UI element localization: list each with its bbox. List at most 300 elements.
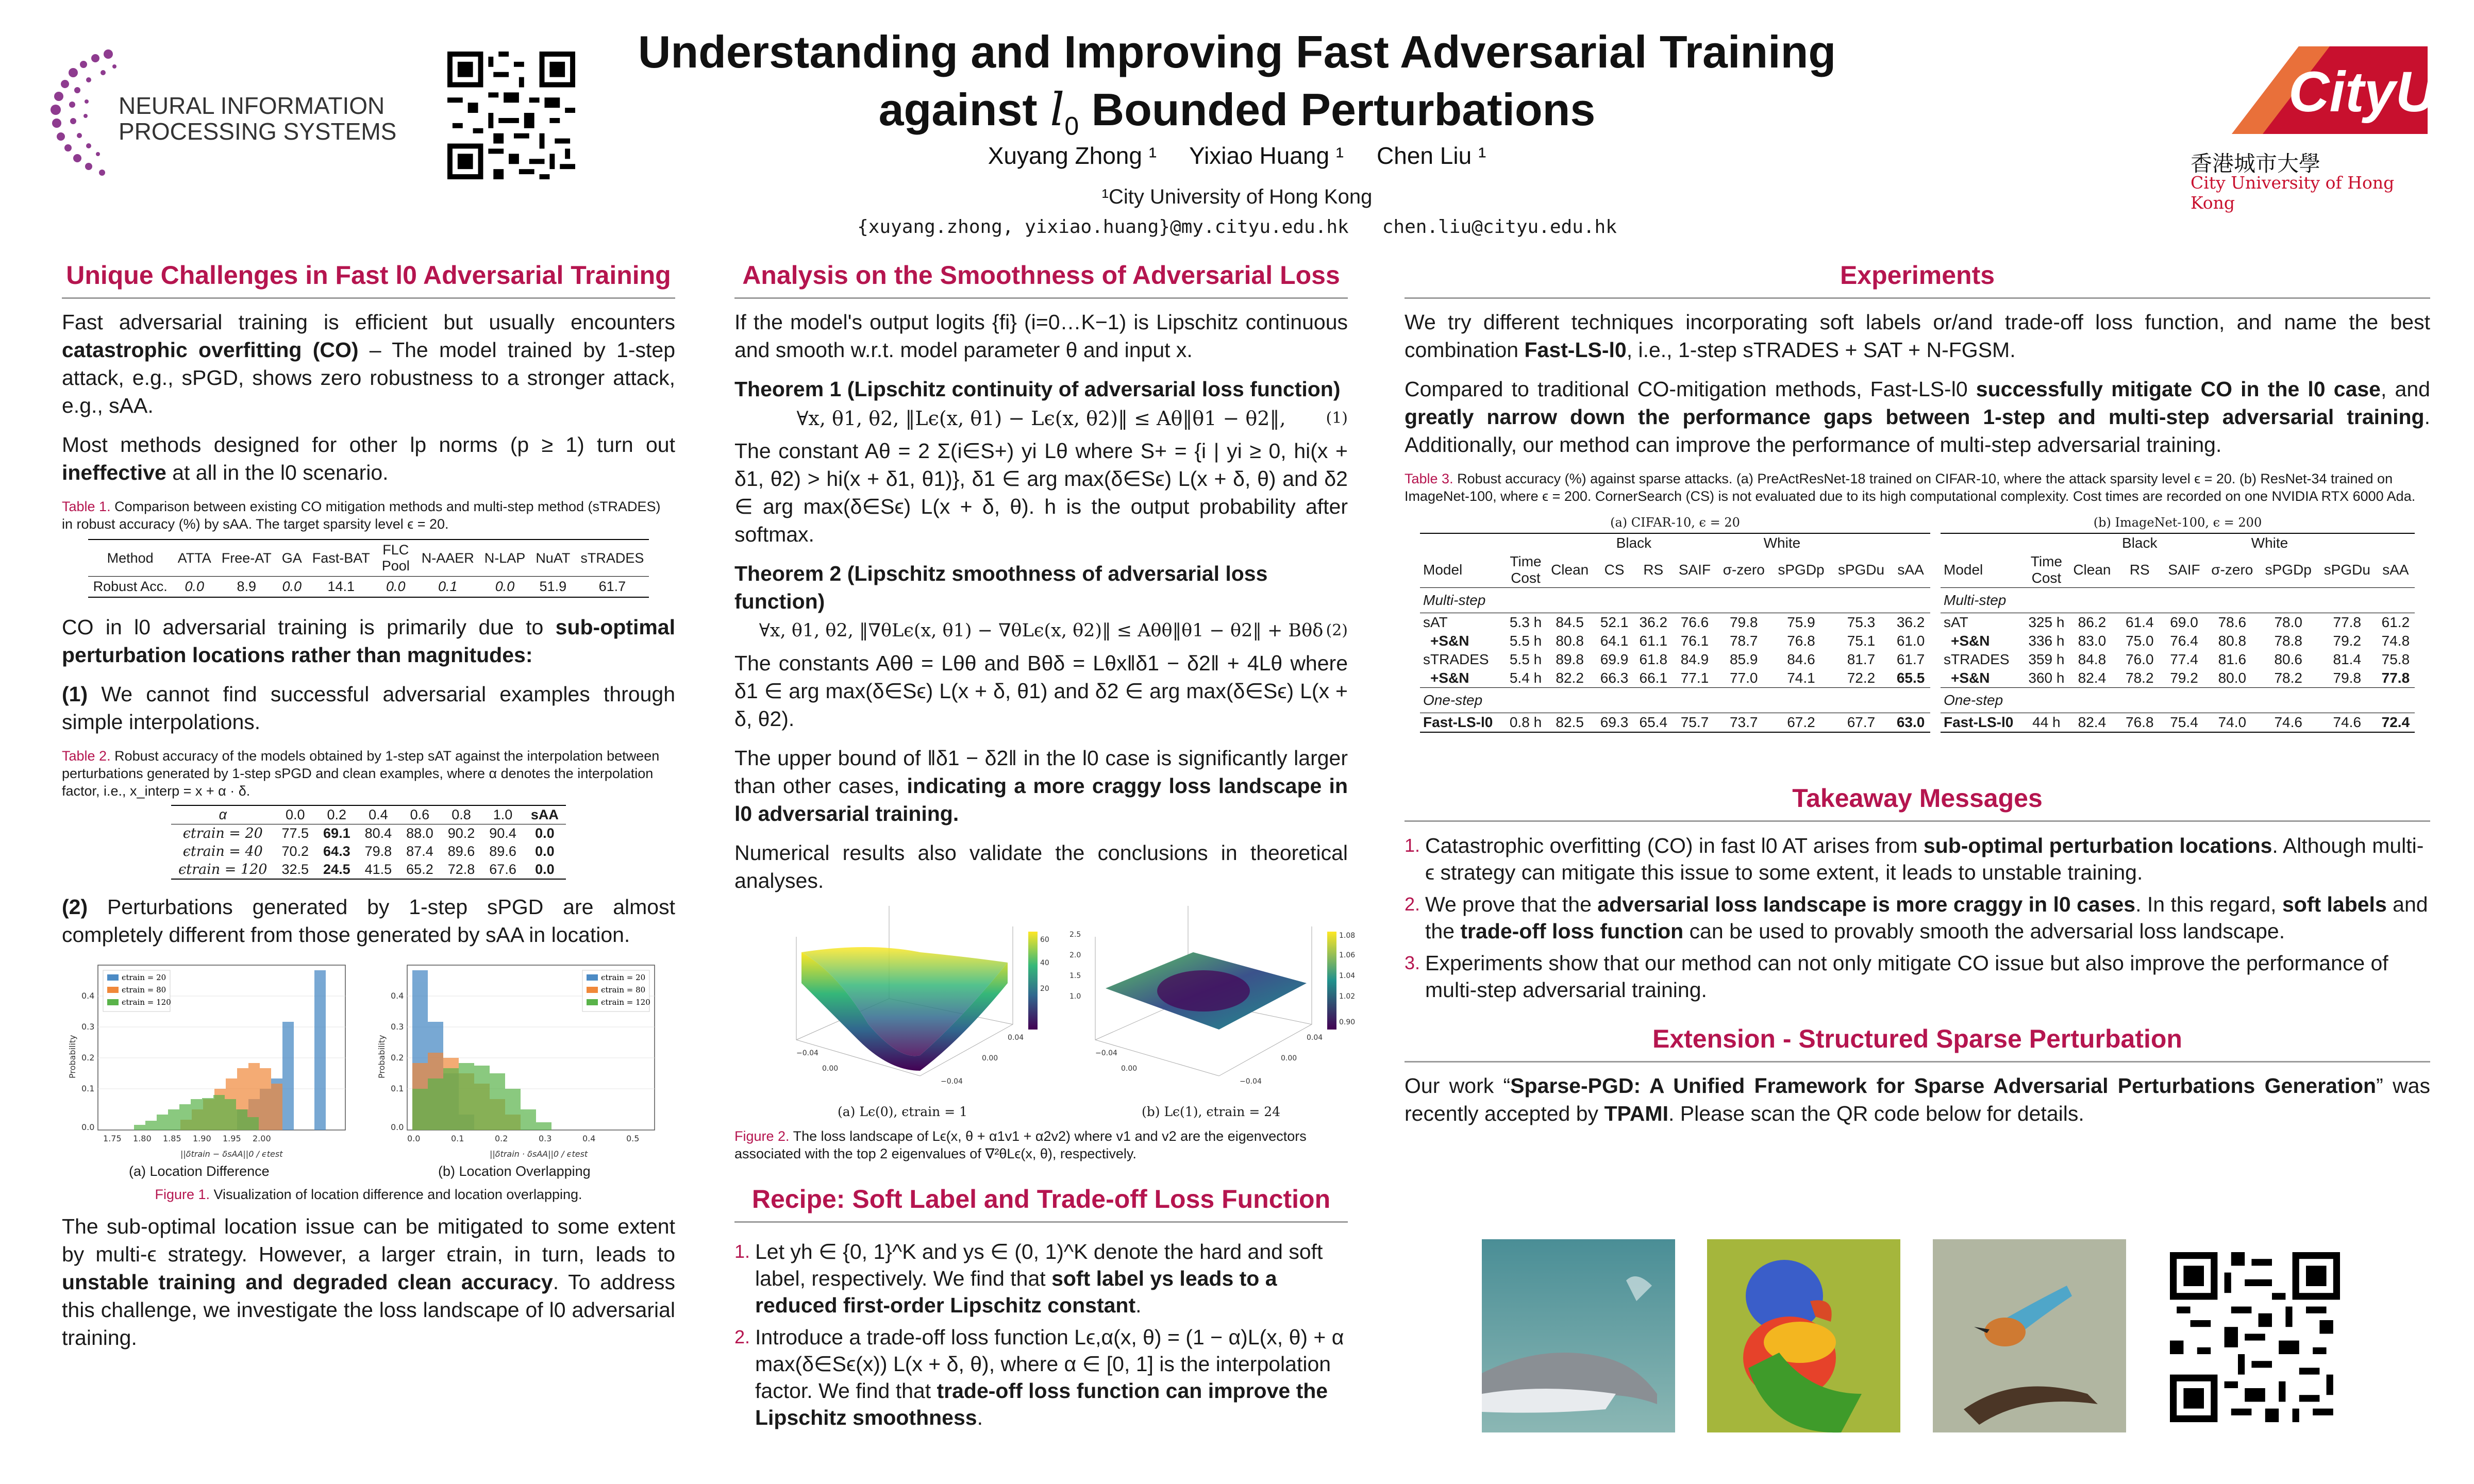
table3a-cell: sTRADES — [1423, 651, 1489, 667]
table3b-cell: 75.0 — [2126, 633, 2154, 649]
affiliation: ¹City University of Hong Kong — [1101, 185, 1373, 208]
table3a-cell: 89.8 — [1556, 651, 1584, 667]
column-2 — [734, 260, 1356, 1436]
table3a-cell: 75.3 — [1847, 614, 1876, 630]
table2-cell: 80.4 — [364, 825, 392, 841]
table1-cell: Robust Acc. — [93, 579, 168, 594]
svg-text:0.5: 0.5 — [626, 1134, 640, 1143]
table2-cell: 65.2 — [406, 862, 433, 877]
section-heading-experiments: Experiments — [1405, 260, 2430, 299]
table3b-cell: Fast-LS-l0 — [1944, 714, 2014, 730]
cityu-logo — [2175, 36, 2443, 213]
table3b-cell: 78.2 — [2274, 670, 2302, 686]
table3a-header: CS — [1604, 562, 1625, 578]
table2-header: sAA — [524, 805, 566, 824]
table2-cell: 70.2 — [281, 844, 309, 859]
table3b-section: One-step — [1944, 692, 2003, 708]
table3a-section: One-step — [1423, 692, 1483, 708]
table3a-cell: 66.1 — [1639, 670, 1668, 686]
table3b-cell: 77.8 — [2333, 614, 2362, 630]
table2-row — [171, 824, 566, 843]
col3-paragraph-2: Compared to traditional CO-mitigation methods, Fast-LS-l0 successfully mitigate CO in the l0 case, and greatly narrow down the performance gaps between 1-step and multi-step adversarial training. Additionally, our method can improve the performance of multi-step adversarial training. — [1405, 377, 2430, 457]
table1-caption: Table 1. Comparison between existing CO mitigation methods and multi-step method (sTRADES) in robust accuracy (%) by sAA. The target sparsity level ϵ = 20. — [62, 499, 661, 532]
table3a-cell: 67.7 — [1847, 714, 1876, 730]
table3b-header-row — [1941, 552, 2415, 588]
fig2b-caption: (b) Lϵ(1), ϵtrain = 24 — [1142, 1104, 1281, 1119]
col3-paragraph-1: We try different techniques incorporating soft labels or/and trade-off loss function, and name the best combination Fast-LS-l0, i.e., 1-step sTRADES + SAT + N-FGSM. — [1405, 310, 2430, 362]
table3a-header: sPGDp — [1778, 562, 1825, 578]
list-item: 1. Let yh ∈ {0, 1}^K and ys ∈ (0, 1)^K denote the hard and soft label, respectively. We find that soft label ys leads to a reduced first-order Lipschitz constant. — [734, 1240, 1323, 1317]
table2-caption: Table 2. Robust accuracy of the models obtained by 1-step sAT against the interpolation between perturbations generated by 1-step sPGD and clean examples, where α denotes the interpolation factor, i.e., x_interp = x + α · δ. — [62, 748, 660, 799]
table3a-cell: 79.8 — [1729, 614, 1758, 630]
table-row — [1420, 650, 1930, 669]
table2-header: 0.4 — [358, 805, 399, 824]
svg-text:0.0: 0.0 — [407, 1134, 421, 1143]
table1-header: Fast-BAT — [307, 539, 375, 577]
section-heading-takeaway: Takeaway Messages — [1405, 783, 2430, 822]
table3b-title: (b) ImageNet-100, ϵ = 200 — [2093, 515, 2262, 530]
table3a-cell: 73.7 — [1729, 714, 1758, 730]
table3a-cell: 76.1 — [1680, 633, 1709, 649]
col2-paragraph-4: The upper bound of ‖δ1 − δ2‖ in the l0 case is significantly larger than other cases, indicating a more craggy loss landscape in l0 adversarial training. — [734, 746, 1348, 825]
table3b-section: Multi-step — [1944, 592, 2007, 608]
table1-header: NuAT — [530, 539, 575, 577]
table2-header: 0.2 — [316, 805, 358, 824]
svg-text:ϵtrain = 120: ϵtrain = 120 — [122, 998, 171, 1007]
figure2-caption: Figure 2. The loss landscape of Lϵ(x, θ + α1v1 + α2v2) where v1 and v2 are the eigenvectors associated with the top 2 eigenvalues of ∇²θLϵ(x, θ), respectively. — [734, 1128, 1307, 1161]
qr-code-icon[interactable] — [447, 52, 575, 179]
table3a-cell: 61.0 — [1896, 633, 1925, 649]
table3b-header: sPGDp — [2265, 562, 2312, 578]
table3b-cell: 77.8 — [2381, 670, 2410, 686]
section-heading-recipe: Recipe: Soft Label and Trade-off Loss Function — [734, 1184, 1348, 1223]
table3a-cell: 75.7 — [1680, 714, 1709, 730]
table3b-header: Time Cost — [2030, 553, 2062, 586]
table3-caption: Table 3. Robust accuracy (%) against sparse attacks. (a) PreActResNet-18 trained on CIFAR-10, where the attack sparsity level ϵ = 20. (b) ResNet-34 trained on ImageNet-100, where ϵ = 200. CornerSearch (CS) is not evaluated due to its high computational complexity. Cost times are recorded on one NVIDIA RTX 6000 Ada. — [1405, 471, 2416, 504]
theorem-2: Theorem 2 (Lipschitz smoothness of adversarial loss function) — [734, 562, 1268, 613]
table3a-grid — [1420, 533, 1930, 733]
table3b-cell: 74.8 — [2381, 633, 2410, 649]
table1-header: Free-AT — [216, 539, 277, 577]
cityu-mark: CityU — [2288, 60, 2437, 124]
table2-cell: 32.5 — [281, 862, 309, 877]
table3a-cell: 5.5 h — [1509, 651, 1542, 667]
svg-text:||δtrain − δsAA||0 / ϵtest: ||δtrain − δsAA||0 / ϵtest — [180, 1149, 283, 1159]
table3b-cell: +S&N — [1951, 633, 1990, 649]
table3b-cell: 81.4 — [2333, 651, 2362, 667]
section-heading-challenges: Unique Challenges in Fast l0 Adversarial Training — [62, 260, 675, 299]
table3a-cell: 66.3 — [1600, 670, 1629, 686]
table3a-cell: 81.7 — [1847, 651, 1876, 667]
table2-cell: ϵtrain = 40 — [182, 844, 263, 859]
table1-cell: 0.1 — [438, 579, 458, 594]
table3b-header: sPGDu — [2323, 562, 2370, 578]
col3-paragraph-3: Our work “Sparse-PGD: A Unified Framework for Sparse Adversarial Perturbations Generation” was recently accepted by TPAMI. Please scan the QR code below for details. — [1405, 1074, 2430, 1125]
table3b-cell: 78.8 — [2274, 633, 2302, 649]
table2-cell: 41.5 — [364, 862, 392, 877]
col1-paragraph-5: (2) Perturbations generated by 1-step sPGD are almost completely different from those generated by sAA in location. — [62, 895, 675, 947]
table-2 — [171, 805, 566, 880]
table2-header: 0.6 — [399, 805, 441, 824]
table3b-cell: +S&N — [1951, 670, 1990, 686]
svg-text:ϵtrain = 80: ϵtrain = 80 — [122, 985, 166, 994]
table-row — [1420, 669, 1930, 688]
table3a-cell: 69.3 — [1600, 714, 1629, 730]
table3a-group-row — [1420, 533, 1930, 552]
table1-cell: 14.1 — [327, 579, 355, 594]
table3a-cell: 80.8 — [1556, 633, 1584, 649]
table3b-cell: 79.2 — [2333, 633, 2362, 649]
table3b-cell: 76.0 — [2126, 651, 2154, 667]
table2-cell: 79.8 — [364, 844, 392, 859]
table3a-header-row — [1420, 552, 1930, 588]
table1-cell: 0.0 — [386, 579, 406, 594]
table3b-cell: 69.0 — [2170, 614, 2198, 630]
table3b-cell: 86.2 — [2078, 614, 2107, 630]
table3a-cell: 76.6 — [1680, 614, 1709, 630]
table3a-cell: 77.1 — [1680, 670, 1709, 686]
table3b-header: sAA — [2382, 562, 2409, 578]
table-1 — [88, 539, 649, 598]
neurips-logo — [46, 44, 397, 193]
table3a-cell: 5.3 h — [1509, 614, 1542, 630]
cityu-english: City University of Hong Kong — [2191, 173, 2395, 213]
svg-text:20: 20 — [1040, 985, 1049, 993]
svg-text:0.00: 0.00 — [822, 1065, 839, 1073]
table3b-cell: 336 h — [2028, 633, 2065, 649]
fig2a-caption: (a) Lϵ(0), ϵtrain = 1 — [838, 1104, 968, 1119]
table3a-header: SAIF — [1678, 562, 1711, 578]
table2-cell: 72.8 — [447, 862, 475, 877]
table3a-cell: 63.0 — [1896, 714, 1925, 730]
svg-text:ϵtrain = 20: ϵtrain = 20 — [122, 973, 166, 982]
table3b-section-row — [1941, 588, 2415, 613]
fig1b-caption: (b) Location Overlapping — [438, 1163, 591, 1179]
table1-header: N-LAP — [479, 539, 531, 577]
table1-header: Method — [88, 539, 173, 577]
col1-paragraph-4: (1) We cannot find successful adversarial examples through simple interpolations. — [62, 682, 675, 734]
svg-text:0.0: 0.0 — [391, 1122, 404, 1132]
table2-cell: 77.5 — [281, 825, 309, 841]
table-row — [1420, 613, 1930, 632]
table3b-cell: 360 h — [2028, 670, 2065, 686]
table3a-cell: 72.2 — [1847, 670, 1876, 686]
svg-text:1.90: 1.90 — [193, 1134, 211, 1143]
table3a-cell: 64.1 — [1600, 633, 1629, 649]
table3b-cell: 78.2 — [2126, 670, 2154, 686]
table3b-cell: 44 h — [2032, 714, 2061, 730]
svg-text:0.4: 0.4 — [391, 991, 404, 1001]
table3a-header: σ-zero — [1723, 562, 1765, 578]
table2-cell: 69.1 — [323, 825, 350, 841]
table3b-cell: 61.4 — [2126, 614, 2154, 630]
table2-cell: ϵtrain = 20 — [182, 825, 263, 841]
table1-header-row — [88, 539, 649, 577]
section-heading-smoothness: Analysis on the Smoothness of Adversarial Loss — [734, 260, 1348, 299]
svg-text:0.1: 0.1 — [81, 1084, 95, 1093]
table3a-cell: 82.2 — [1556, 670, 1584, 686]
table3b-cell: 76.4 — [2170, 633, 2198, 649]
svg-text:0.04: 0.04 — [1008, 1034, 1024, 1042]
table3a-header: sPGDu — [1837, 562, 1885, 578]
svg-text:1.08: 1.08 — [1339, 932, 1356, 940]
col2-paragraph-2: The constant Aθ = 2 Σ(i∈S+) yi Lθ where S+ = {i | yi ≥ 0, hi(x + δ1, θ2) > hi(x + δ1, θ1)}, δ1 ∈ arg max(δ∈Sϵ) L(x + δ, θ) and δ2 ∈ arg max(δ∈Sϵ) L(x + δ, θ). h is the output probability after softmax. — [734, 439, 1348, 546]
table3b-header: RS — [2129, 562, 2150, 578]
emails: {xuyang.zhong, yixiao.huang}@my.cityu.edu.hk chen.liu@cityu.edu.hk — [857, 216, 1617, 238]
col2-paragraph-1: If the model's output logits {fi} (i=0…K−1) is Lipschitz continuous and smooth w.r.t. model parameter θ and input x. — [734, 310, 1348, 362]
table3a-cell: 36.2 — [1896, 614, 1925, 630]
takeaway-list — [1405, 832, 2430, 1003]
table3a-header: sAA — [1897, 562, 1924, 578]
table2-cell: 90.2 — [447, 825, 475, 841]
svg-text:Probability: Probability — [377, 1035, 387, 1078]
svg-text:1.5: 1.5 — [1069, 972, 1081, 980]
table3b-cell: 77.4 — [2170, 651, 2198, 667]
table3b-group-row — [1941, 533, 2415, 552]
table-3 — [1405, 515, 2430, 783]
table2-header: 1.0 — [482, 805, 524, 824]
loss-landscape-surface-b — [1064, 906, 1356, 1102]
bird-image — [1933, 1239, 2126, 1432]
table-row — [1941, 650, 2415, 669]
table-row — [1941, 632, 2415, 650]
table1-cell: 0.0 — [185, 579, 204, 594]
table2-cell: 87.4 — [406, 844, 433, 859]
table2-cell: 0.0 — [535, 844, 555, 859]
col1-paragraph-6: The sub-optimal location issue can be mitigated to some extent by multi-ϵ strategy. However, a larger ϵtrain, in turn, leads to unstable training and degraded clean accuracy. To address this challenge, we investigate the loss landscape of l0 adversarial training. — [62, 1215, 675, 1350]
table3a-header: Clean — [1551, 562, 1589, 578]
svg-text:2.0: 2.0 — [1069, 951, 1081, 959]
svg-text:0.2: 0.2 — [391, 1053, 404, 1063]
table3a — [1420, 515, 1930, 733]
table2-cell: 64.3 — [323, 844, 350, 859]
svg-text:0.4: 0.4 — [582, 1134, 596, 1143]
svg-text:1.04: 1.04 — [1339, 972, 1356, 980]
table-row — [1420, 632, 1930, 650]
list-item: 2. We prove that the adversarial loss landscape is more craggy in l0 cases. In this regard, soft labels and the trade-off loss function can be used to provably smooth the adversarial loss landscape. — [1405, 892, 2428, 943]
table3b-cell: sAT — [1944, 614, 1968, 630]
table3a-cell: 69.9 — [1600, 651, 1629, 667]
table3b-cell: 74.6 — [2333, 714, 2362, 730]
table3a-cell: 84.5 — [1556, 614, 1584, 630]
table3a-cell: 0.8 h — [1509, 714, 1542, 730]
table3a-cell: 61.8 — [1639, 651, 1668, 667]
table3a-cell: 67.2 — [1787, 714, 1815, 730]
table2-cell: 89.6 — [489, 844, 516, 859]
title-line-1: Understanding and Improving Fast Adversarial Training — [638, 26, 1836, 77]
sparse-pgd-qr-code-icon[interactable] — [2170, 1252, 2340, 1422]
table3a-cell: 76.8 — [1787, 633, 1815, 649]
table3b-cell: 74.6 — [2274, 714, 2302, 730]
table2-cell: 0.0 — [535, 825, 555, 841]
table3b-cell: 76.8 — [2126, 714, 2154, 730]
table1-header: FLC Pool — [375, 539, 416, 577]
table3a-cell: 75.1 — [1847, 633, 1876, 649]
svg-text:1.02: 1.02 — [1339, 992, 1356, 1001]
table3a-cell: 61.1 — [1639, 633, 1668, 649]
table3b-cell: 81.6 — [2218, 651, 2247, 667]
table3a-section-row — [1420, 688, 1930, 713]
authors: Xuyang Zhong ¹ Yixiao Huang ¹ Chen Liu ¹ — [988, 142, 1486, 169]
table3b-group-black: Black — [2122, 535, 2158, 551]
table3a-cell: 65.5 — [1896, 670, 1925, 686]
table3b-header: Clean — [2073, 562, 2111, 578]
table3b-cell: 84.8 — [2078, 651, 2107, 667]
table1-cell: 0.0 — [495, 579, 515, 594]
table3a-header: Model — [1423, 562, 1463, 578]
table3a-header: RS — [1643, 562, 1664, 578]
table2-cell: 67.6 — [489, 862, 516, 877]
svg-text:1.85: 1.85 — [163, 1134, 181, 1143]
title-line-2: against $l_0$ Bounded Perturbations — [878, 83, 1596, 141]
table3b — [1941, 515, 2415, 733]
table3b-grid — [1941, 533, 2415, 733]
svg-text:40: 40 — [1040, 959, 1049, 967]
svg-text:−0.04: −0.04 — [796, 1049, 818, 1057]
figure-2 — [734, 906, 1356, 1163]
svg-text:0.90: 0.90 — [1339, 1018, 1356, 1026]
table-row — [1420, 713, 1930, 733]
svg-text:0.1: 0.1 — [451, 1134, 464, 1143]
table3b-cell: 75.4 — [2170, 714, 2198, 730]
svg-text:1.80: 1.80 — [133, 1134, 152, 1143]
table2-cell: 0.0 — [535, 862, 555, 877]
table2-header-row — [171, 805, 566, 824]
table3b-cell: 61.2 — [2381, 614, 2410, 630]
table2-cell: 89.6 — [447, 844, 475, 859]
parrot-image — [1707, 1239, 1900, 1432]
table3a-group-white: White — [1763, 535, 1801, 551]
table2-cell: ϵtrain = 120 — [178, 862, 268, 878]
svg-text:||δtrain · δsAA||0 / ϵtest: ||δtrain · δsAA||0 / ϵtest — [490, 1149, 588, 1159]
svg-text:0.00: 0.00 — [982, 1054, 998, 1063]
table3b-cell: 82.4 — [2078, 714, 2107, 730]
svg-text:ϵtrain = 120: ϵtrain = 120 — [601, 998, 650, 1007]
col1-paragraph-2: Most methods designed for other lp norms (p ≥ 1) turn out ineffective at all in the l0 scenario. — [62, 433, 675, 484]
svg-text:ϵtrain = 20: ϵtrain = 20 — [601, 973, 646, 982]
shark-image — [1482, 1239, 1675, 1432]
table1-header: N-AAER — [416, 539, 479, 577]
table3a-cell: 5.5 h — [1509, 633, 1542, 649]
table3a-cell: Fast-LS-l0 — [1423, 714, 1493, 730]
list-item: 1. Catastrophic overfitting (CO) in fast l0 AT arises from sub-optimal perturbation locations. Although multi-ϵ strategy can mitigate this issue to some extent, it leads to unstable training. — [1405, 834, 2424, 884]
table3a-cell: 75.9 — [1787, 614, 1815, 630]
table3a-cell: 78.7 — [1729, 633, 1758, 649]
table3b-cell: 80.0 — [2218, 670, 2247, 686]
svg-text:0.04: 0.04 — [1307, 1034, 1323, 1042]
table2-header: α — [171, 805, 274, 824]
svg-text:60: 60 — [1040, 936, 1049, 944]
table-row — [1941, 669, 2415, 688]
table3a-cell: 84.9 — [1680, 651, 1709, 667]
table3b-cell: sTRADES — [1944, 651, 2010, 667]
table2-cell: 88.0 — [406, 825, 433, 841]
fig1a-caption: (a) Location Difference — [129, 1163, 270, 1179]
table2-cell: 90.4 — [489, 825, 516, 841]
table1-cell: 51.9 — [539, 579, 567, 594]
svg-text:1.0: 1.0 — [1069, 992, 1081, 1001]
equation-2: ∀x, θ1, θ2, ‖∇θLϵ(x, θ1) − ∇θLϵ(x, θ2)‖ ≤ Aθθ‖θ1 − θ2‖ + Bθδ (2) — [759, 620, 1348, 641]
section-heading-extension: Extension - Structured Sparse Perturbation — [1405, 1024, 2430, 1063]
table2-header: 0.0 — [274, 805, 316, 824]
table1-header: sTRADES — [575, 539, 649, 577]
table3a-cell: 5.4 h — [1509, 670, 1542, 686]
svg-text:0.1: 0.1 — [391, 1084, 404, 1093]
location-difference-histogram — [67, 960, 356, 1161]
location-overlapping-histogram — [376, 960, 665, 1161]
svg-text:0.3: 0.3 — [81, 1022, 95, 1032]
poster-title — [593, 23, 1881, 155]
table3a-section-row — [1420, 588, 1930, 613]
col1-paragraph-1: Fast adversarial training is efficient but usually encounters catastrophic overfitting (CO) – The model trained by 1-step attack, e.g., sPGD, shows zero robustness to a stronger attack, e.g., sAA. — [62, 310, 675, 417]
table3b-section-row — [1941, 688, 2415, 713]
table3a-header: Time Cost — [1510, 553, 1542, 586]
svg-text:0.3: 0.3 — [391, 1022, 404, 1032]
table3a-cell: +S&N — [1430, 670, 1469, 686]
table2-header: 0.8 — [441, 805, 482, 824]
table1-header: GA — [277, 539, 307, 577]
table3b-cell: 83.0 — [2078, 633, 2107, 649]
equation-1: ∀x, θ1, θ2, ‖Lϵ(x, θ1) − Lϵ(x, θ2)‖ ≤ Aθ‖θ1 − θ2‖, (1) — [796, 407, 1348, 430]
svg-text:Probability: Probability — [68, 1035, 77, 1078]
table1-cell: 8.9 — [237, 579, 256, 594]
table3a-cell: +S&N — [1430, 633, 1469, 649]
neurips-line1: NEURAL INFORMATION — [119, 92, 385, 119]
table1-cell: 0.0 — [282, 579, 302, 594]
svg-text:0.0: 0.0 — [81, 1122, 95, 1132]
svg-text:1.75: 1.75 — [103, 1134, 122, 1143]
svg-text:2.00: 2.00 — [253, 1134, 271, 1143]
list-item: 2. Introduce a trade-off loss function Lϵ,α(x, θ) = (1 − α)L(x, θ) + α max(δ∈Sϵ(x)) L(x + δ, θ), where α ∈ [0, 1] is the interpolation factor. We find that trade-off loss function can improve the Lipschitz smoothness. — [734, 1325, 1344, 1429]
svg-text:0.2: 0.2 — [81, 1053, 95, 1063]
table3b-cell: 325 h — [2028, 614, 2065, 630]
table3b-header: Model — [1944, 562, 1983, 578]
recipe-list — [734, 1238, 1348, 1431]
table3b-cell: 79.2 — [2170, 670, 2198, 686]
table2-row — [171, 842, 566, 861]
table-row — [1941, 713, 2415, 733]
neurips-line2: PROCESSING SYSTEMS — [119, 118, 397, 145]
column-1 — [62, 260, 675, 1363]
column-3 — [1405, 260, 2430, 1139]
table3a-group-black: Black — [1616, 535, 1652, 551]
table3b-cell: 78.0 — [2274, 614, 2302, 630]
table3a-section: Multi-step — [1423, 592, 1486, 608]
figure-1 — [62, 960, 675, 1202]
table3a-cell: 84.6 — [1787, 651, 1815, 667]
theorem-1: Theorem 1 (Lipschitz continuity of adversarial loss function) — [734, 377, 1341, 401]
col1-paragraph-3: CO in l0 adversarial training is primarily due to sub-optimal perturbation locations rather than magnitudes: — [62, 615, 675, 667]
table3a-cell: sAT — [1423, 614, 1448, 630]
col2-paragraph-5: Numerical results also validate the conclusions in theoretical analyses. — [734, 841, 1348, 892]
loss-landscape-surface-a — [765, 906, 1054, 1102]
svg-text:−0.04: −0.04 — [1095, 1049, 1117, 1057]
col2-paragraph-3: The constants Aθθ = Lθθ and Bθδ = Lθx‖δ1 − δ2‖ + 4Lθ where δ1 ∈ arg max(δ∈Sϵ) L(x + δ, θ1) and δ2 ∈ arg max(δ∈Sϵ) L(x + δ, θ2). — [734, 651, 1348, 731]
table2-row — [171, 861, 566, 879]
svg-text:−0.04: −0.04 — [1240, 1077, 1262, 1086]
table3b-cell: 80.8 — [2218, 633, 2247, 649]
table3a-cell: 61.7 — [1896, 651, 1925, 667]
table3a-cell: 77.0 — [1729, 670, 1758, 686]
table3b-cell: 82.4 — [2078, 670, 2107, 686]
svg-text:0.3: 0.3 — [539, 1134, 552, 1143]
svg-text:2.5: 2.5 — [1069, 931, 1081, 939]
table3a-cell: 65.4 — [1639, 714, 1668, 730]
cityu-chinese: 香港城市大學 — [2191, 151, 2321, 176]
table3b-group-white: White — [2251, 535, 2288, 551]
svg-text:0.00: 0.00 — [1281, 1054, 1297, 1063]
svg-text:0.4: 0.4 — [81, 991, 95, 1001]
